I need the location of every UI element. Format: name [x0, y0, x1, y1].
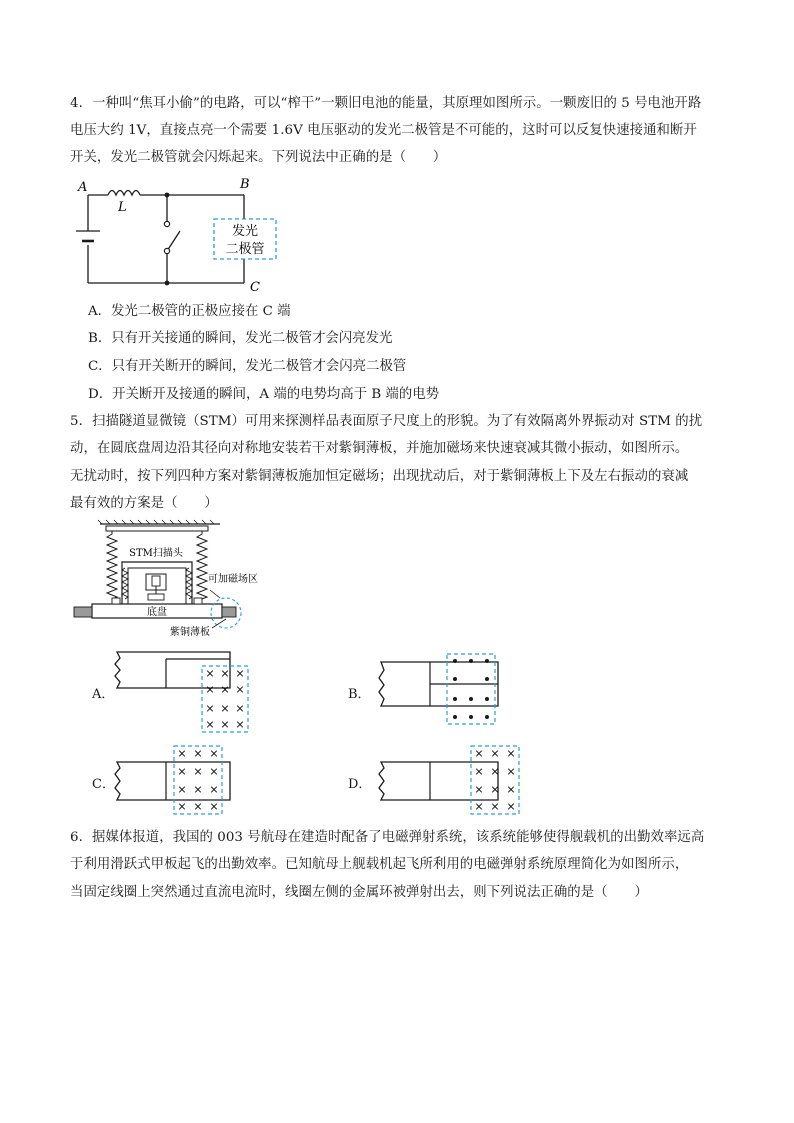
svg-text:×: × [235, 683, 245, 696]
q4-option-d[interactable]: D．开关断开及接通的瞬间，A 端的电势均高于 B 端的电势 [88, 387, 439, 402]
q4-text-line-3: 开关，发光二极管就会闪烁起来。下列说法中正确的是（ ） [70, 150, 447, 165]
q6-text-line-3: 当固定线圈上突然通过直流电流时，线圈左侧的金属环被弹射出去，则下列说法正确的是（ ） [70, 885, 648, 900]
svg-text:×: × [490, 783, 500, 796]
svg-text:×: × [205, 702, 215, 715]
q4-label-c: C [250, 280, 260, 295]
q5-label-magnet-zone: 可加磁场区 [208, 574, 258, 585]
q5-option-c-label[interactable]: C． [92, 777, 115, 792]
svg-text:×: × [506, 800, 516, 813]
q5-option-c-figure[interactable] [116, 744, 256, 819]
q5-option-a-label[interactable]: A． [92, 687, 115, 702]
q5-option-b-figure[interactable] [380, 652, 520, 732]
q5-label-stm-head: STM扫描头 [129, 548, 183, 559]
svg-text:×: × [193, 800, 203, 813]
svg-text:×: × [177, 765, 187, 778]
svg-text:×: × [193, 765, 203, 778]
q5-option-a-figure[interactable] [116, 650, 256, 735]
svg-text:×: × [209, 747, 219, 760]
q5-text-line-4: 最有效的方案是（ ） [70, 496, 218, 511]
svg-text:×: × [220, 683, 230, 696]
q4-label-l: L [118, 200, 127, 215]
svg-text:×: × [205, 718, 215, 731]
q5-option-d-label[interactable]: D． [348, 777, 372, 792]
svg-text:×: × [490, 800, 500, 813]
q5-text-line-3: 无扰动时，按下列四种方案对紫铜薄板施加恒定磁场；出现扰动后，对于紫铜薄板上下及左右振动的衰减 [70, 469, 689, 484]
q4-led-line-1: 发光 [231, 224, 259, 239]
svg-text:×: × [205, 683, 215, 696]
svg-text:×: × [220, 702, 230, 715]
svg-text:×: × [193, 747, 203, 760]
svg-text:×: × [177, 800, 187, 813]
svg-text:×: × [209, 800, 219, 813]
svg-text:×: × [205, 667, 215, 680]
q4-label-b: B [240, 177, 250, 192]
svg-text:×: × [235, 702, 245, 715]
q4-option-c[interactable]: C．只有开关断开的瞬间，发光二极管才会闪亮二极管 [88, 359, 407, 374]
q5-stm-diagram [72, 520, 272, 640]
svg-text:×: × [235, 718, 245, 731]
svg-text:×: × [506, 747, 516, 760]
q4-text-line-2: 电压大约 1V，直接点亮一个需要 1.6V 电压驱动的发光二极管是不可能的，这时可以反复快速接通和断开 [70, 123, 697, 138]
svg-text:×: × [235, 667, 245, 680]
svg-text:×: × [209, 765, 219, 778]
q4-led-line-2: 二极管 [225, 242, 265, 257]
q6-text-line-1: 6．据媒体报道，我国的 003 号航母在建造时配备了电磁弹射系统，该系统能够使得舰载机的出勤效率远高 [70, 830, 705, 845]
svg-text:×: × [474, 800, 484, 813]
q4-circuit-diagram [72, 175, 292, 295]
q4-option-a[interactable]: A．发光二极管的正极应接在 C 端 [88, 304, 291, 319]
svg-text:×: × [177, 783, 187, 796]
q6-text-line-2: 于利用滑跃式甲板起飞的出勤效率。已知航母上舰载机起飞所利用的电磁弹射系统原理简化为如图所示， [70, 857, 689, 872]
svg-text:×: × [474, 765, 484, 778]
q4-label-a: A [78, 180, 88, 195]
q5-option-d-figure[interactable] [380, 744, 530, 819]
q5-text-line-1: 5．扫描隧道显微镜（STM）可用来探测样品表面原子尺度上的形貌。为了有效隔离外界振动对 STM 的扰 [70, 414, 703, 429]
svg-text:×: × [490, 765, 500, 778]
svg-text:×: × [506, 765, 516, 778]
svg-text:×: × [506, 783, 516, 796]
svg-text:×: × [490, 747, 500, 760]
svg-text:×: × [177, 747, 187, 760]
svg-text:×: × [193, 783, 203, 796]
q5-label-copper-plate: 紫铜薄板 [170, 627, 210, 638]
svg-text:×: × [474, 747, 484, 760]
q4-text-line-1: 4．一种叫“焦耳小偷”的电路，可以“榨干”一颗旧电池的能量，其原理如图所示。一颗废旧的 5 号电池开路 [70, 96, 702, 111]
q4-option-b[interactable]: B．只有开关接通的瞬间，发光二极管才会闪亮发光 [88, 331, 393, 346]
svg-text:×: × [220, 718, 230, 731]
q5-label-base: 底盘 [147, 607, 167, 618]
q5-option-b-label[interactable]: B． [348, 687, 371, 702]
svg-text:×: × [220, 667, 230, 680]
svg-text:×: × [209, 783, 219, 796]
svg-text:×: × [474, 783, 484, 796]
q5-text-line-2: 动，在圆底盘周边沿其径向对称地安装若干对紫铜薄板，并施加磁场来快速衰减其微小振动，如图所示。 [70, 441, 689, 456]
